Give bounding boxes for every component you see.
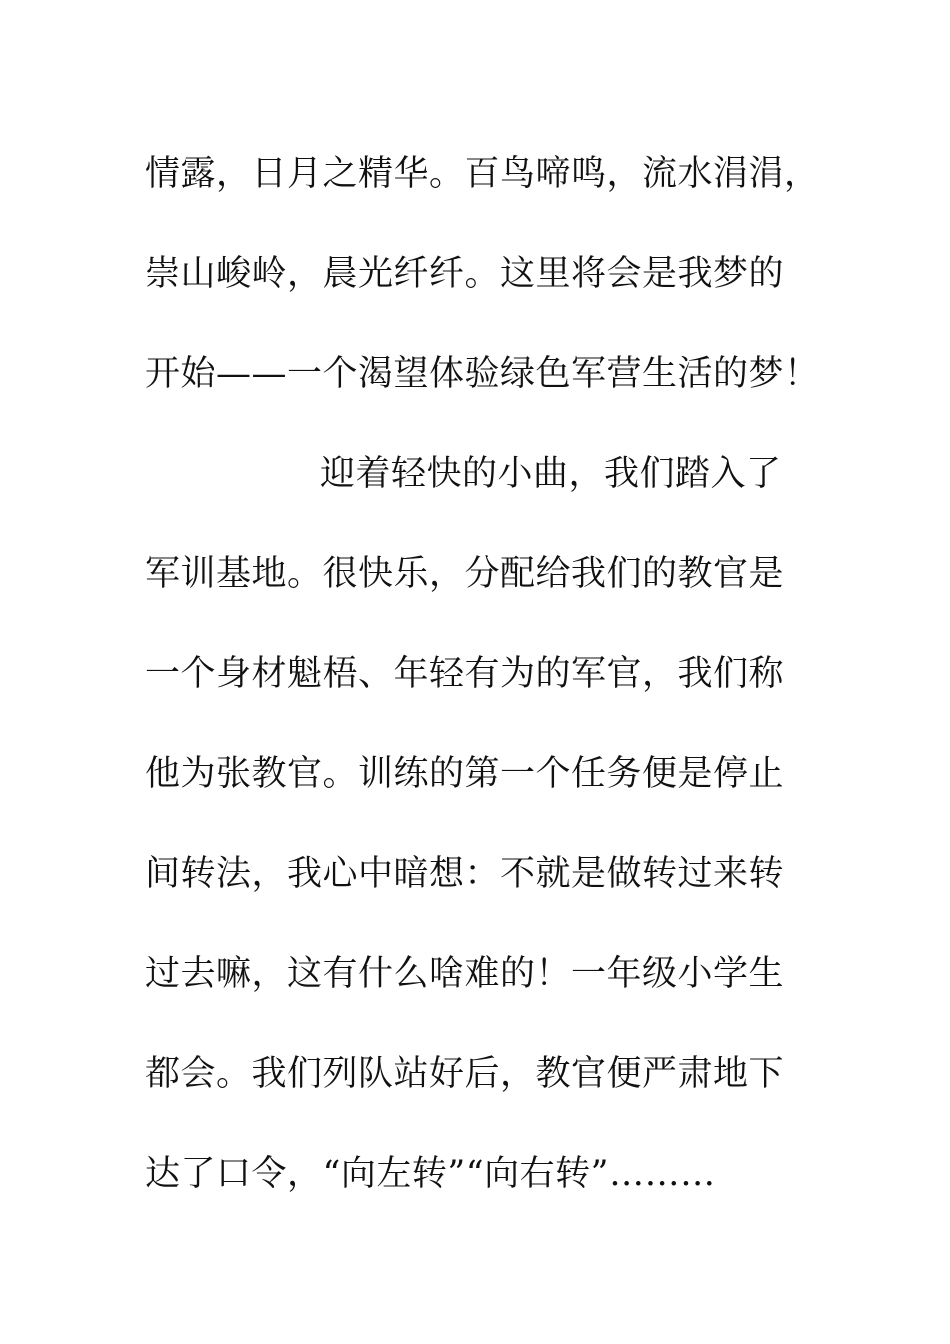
text-line: 开始——一个渴望体验绿色军营生活的梦！ xyxy=(145,354,820,394)
text-line: 达了口令，“向左转”“向右转”……… xyxy=(145,1154,716,1194)
body-text xyxy=(145,124,820,1224)
text-line: 军训基地。很快乐，分配给我们的教官是 xyxy=(145,554,785,594)
text-line: 崇山峻岭，晨光纤纤。这里将会是我梦的 xyxy=(145,254,785,294)
text-line: 都会。我们列队站好后，教官便严肃地下 xyxy=(145,1054,785,1094)
text-line: 一个身材魁梧、年轻有为的军官，我们称 xyxy=(145,654,785,694)
text-line: 间转法，我心中暗想：不就是做转过来转 xyxy=(145,854,785,894)
text-line: 过去嘛，这有什么啥难的！一年级小学生 xyxy=(145,954,785,994)
text-line: 情露，日月之精华。百鸟啼鸣，流水涓涓， xyxy=(145,154,820,194)
text-line: 他为张教官。训练的第一个任务便是停止 xyxy=(145,754,785,794)
paragraph-start-line: 迎着轻快的小曲，我们踏入了 xyxy=(320,454,782,494)
